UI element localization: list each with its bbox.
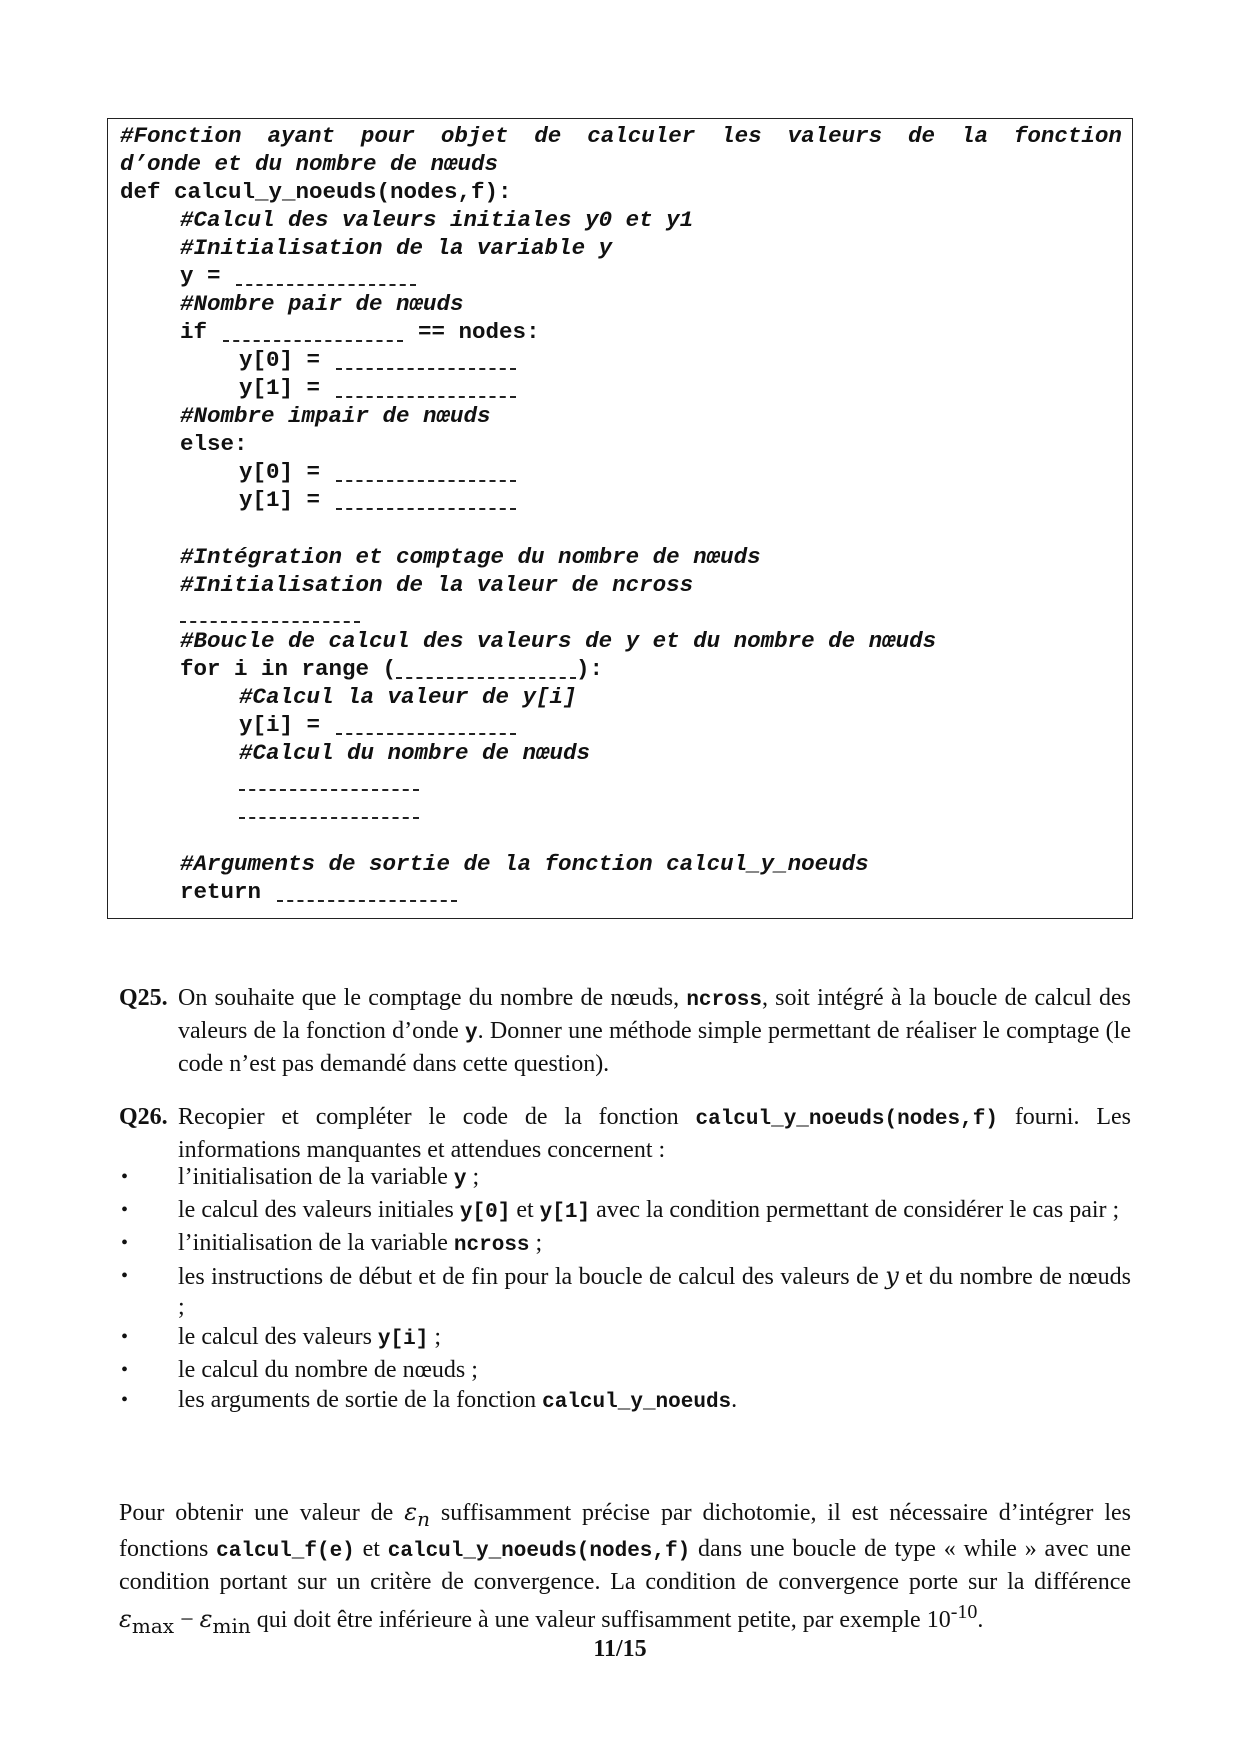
code-comment-header-1: #Fonction ayant pour objet de calculer les valeurs de la fonction	[120, 123, 1122, 149]
bullet-icon: •	[121, 1326, 129, 1348]
code-comment-loop: #Boucle de calcul des valeurs de y et du nombre de nœuds	[180, 628, 937, 654]
list-item: • le calcul des valeurs initiales y[0] et y[1] avec la condition permettant de considérer le cas pair ;	[121, 1197, 1120, 1224]
code-comment-integration: #Intégration et comptage du nombre de nœuds	[180, 544, 761, 570]
epsilon-min: $\varepsilon_{min}$	[199, 1604, 251, 1638]
blank-field	[277, 898, 457, 902]
epsilon-max: $\varepsilon_{max}$	[119, 1604, 175, 1638]
code-ncross-blank	[180, 599, 362, 627]
code-nodes-blank-1	[239, 767, 421, 795]
code-yi-assign: y[i] =	[239, 711, 518, 739]
blank-field	[336, 478, 516, 482]
blank-field	[239, 787, 419, 791]
code-comment-calc-nodes: #Calcul du nombre de nœuds	[239, 740, 591, 766]
code-comment-init-ncross: #Initialisation de la valeur de ncross	[180, 572, 694, 598]
list-item: • l’initialisation de la variable y ;	[121, 1164, 480, 1191]
blank-field	[396, 675, 576, 679]
blank-field	[180, 619, 360, 623]
code-y1-assign-pair: y[1] =	[239, 374, 518, 402]
list-item: • les instructions de début et de fin pour la boucle de calcul des valeurs de y et du nombre de nœuds ;	[121, 1262, 1131, 1320]
requirements-list	[119, 1162, 1131, 1418]
list-item: • l’initialisation de la variable ncross ;	[121, 1230, 543, 1257]
list-item: • le calcul du nombre de nœuds ;	[121, 1357, 478, 1383]
blank-field	[236, 282, 416, 286]
code-y0-assign-impair: y[0] =	[239, 458, 518, 486]
code-comment-impair: #Nombre impair de nœuds	[180, 403, 491, 429]
code-listing	[107, 118, 1133, 919]
bullet-icon: •	[121, 1265, 129, 1287]
code-comment-calc-yi: #Calcul la valeur de y[i]	[239, 684, 577, 710]
code-if-line: if == nodes:	[180, 319, 540, 345]
code-comment-init-y: #Initialisation de la variable y	[180, 235, 613, 261]
code-def-line: def calcul_y_noeuds(nodes,f):	[120, 179, 512, 205]
blank-field	[336, 366, 516, 370]
bullet-icon: •	[121, 1389, 129, 1411]
bullet-icon: •	[121, 1166, 129, 1188]
question-label: Q26.	[119, 1104, 168, 1130]
list-item: • les arguments de sortie de la fonction calcul_y_noeuds.	[121, 1387, 738, 1414]
code-nodes-blank-2	[239, 795, 421, 823]
code-y-assign: y =	[180, 262, 418, 290]
bullet-icon: •	[121, 1199, 129, 1221]
code-y0-assign-pair: y[0] =	[239, 346, 518, 374]
blank-field	[336, 394, 516, 398]
code-return-line: return	[180, 878, 459, 906]
list-item: • le calcul des valeurs y[i] ;	[121, 1324, 442, 1351]
question-text: On souhaite que le comptage du nombre de nœuds, ncross, soit intégré à la boucle de calcul des valeurs de la fonction d’onde y. Donner une méthode simple permettant de réaliser le comptage (le code n’est pas demandé dans cette question).	[178, 985, 1131, 1077]
code-y1-assign-impair: y[1] =	[239, 486, 518, 514]
code-comment-args: #Arguments de sortie de la fonction calcul_y_noeuds	[180, 851, 869, 877]
question-q25	[119, 983, 1131, 1079]
dichotomy-paragraph: Pour obtenir une valeur de $\varepsilon_n$ suffisamment précise par dichotomie, il est nécessaire d’intégrer les fonctions calcul_f(e) et calcul_y_noeuds(nodes,f) dans une boucle de type « while » avec une condition portant sur un critère de convergence. La condition de convergence porte sur la différence $\varepsilon_{max} - \varepsilon_{min}$ qui doit être inférieure à une valeur suffisamment petite, par exemple $10^{-10}$.	[119, 1498, 1131, 1638]
epsilon-n: $\varepsilon_n$	[404, 1498, 430, 1531]
question-q26	[119, 1102, 1131, 1165]
code-comment-pair: #Nombre pair de nœuds	[180, 291, 464, 317]
blank-field	[223, 338, 403, 342]
page-number: 11/15	[593, 1636, 647, 1662]
blank-field	[336, 731, 516, 735]
code-comment-initial: #Calcul des valeurs initiales y0 et y1	[180, 207, 694, 233]
blank-field	[336, 506, 516, 510]
code-else-line: else:	[180, 431, 248, 457]
bullet-icon: •	[121, 1359, 129, 1381]
blank-field	[239, 815, 419, 819]
bullet-icon: •	[121, 1232, 129, 1254]
code-for-line: for i in range ( ):	[180, 656, 604, 682]
question-label: Q25.	[119, 985, 168, 1011]
question-text: Recopier et compléter le code de la fonction calcul_y_noeuds(nodes,f) fourni. Les informations manquantes et attendues concernent :	[178, 1104, 1131, 1163]
code-comment-header-2: d’onde et du nombre de nœuds	[120, 151, 499, 177]
